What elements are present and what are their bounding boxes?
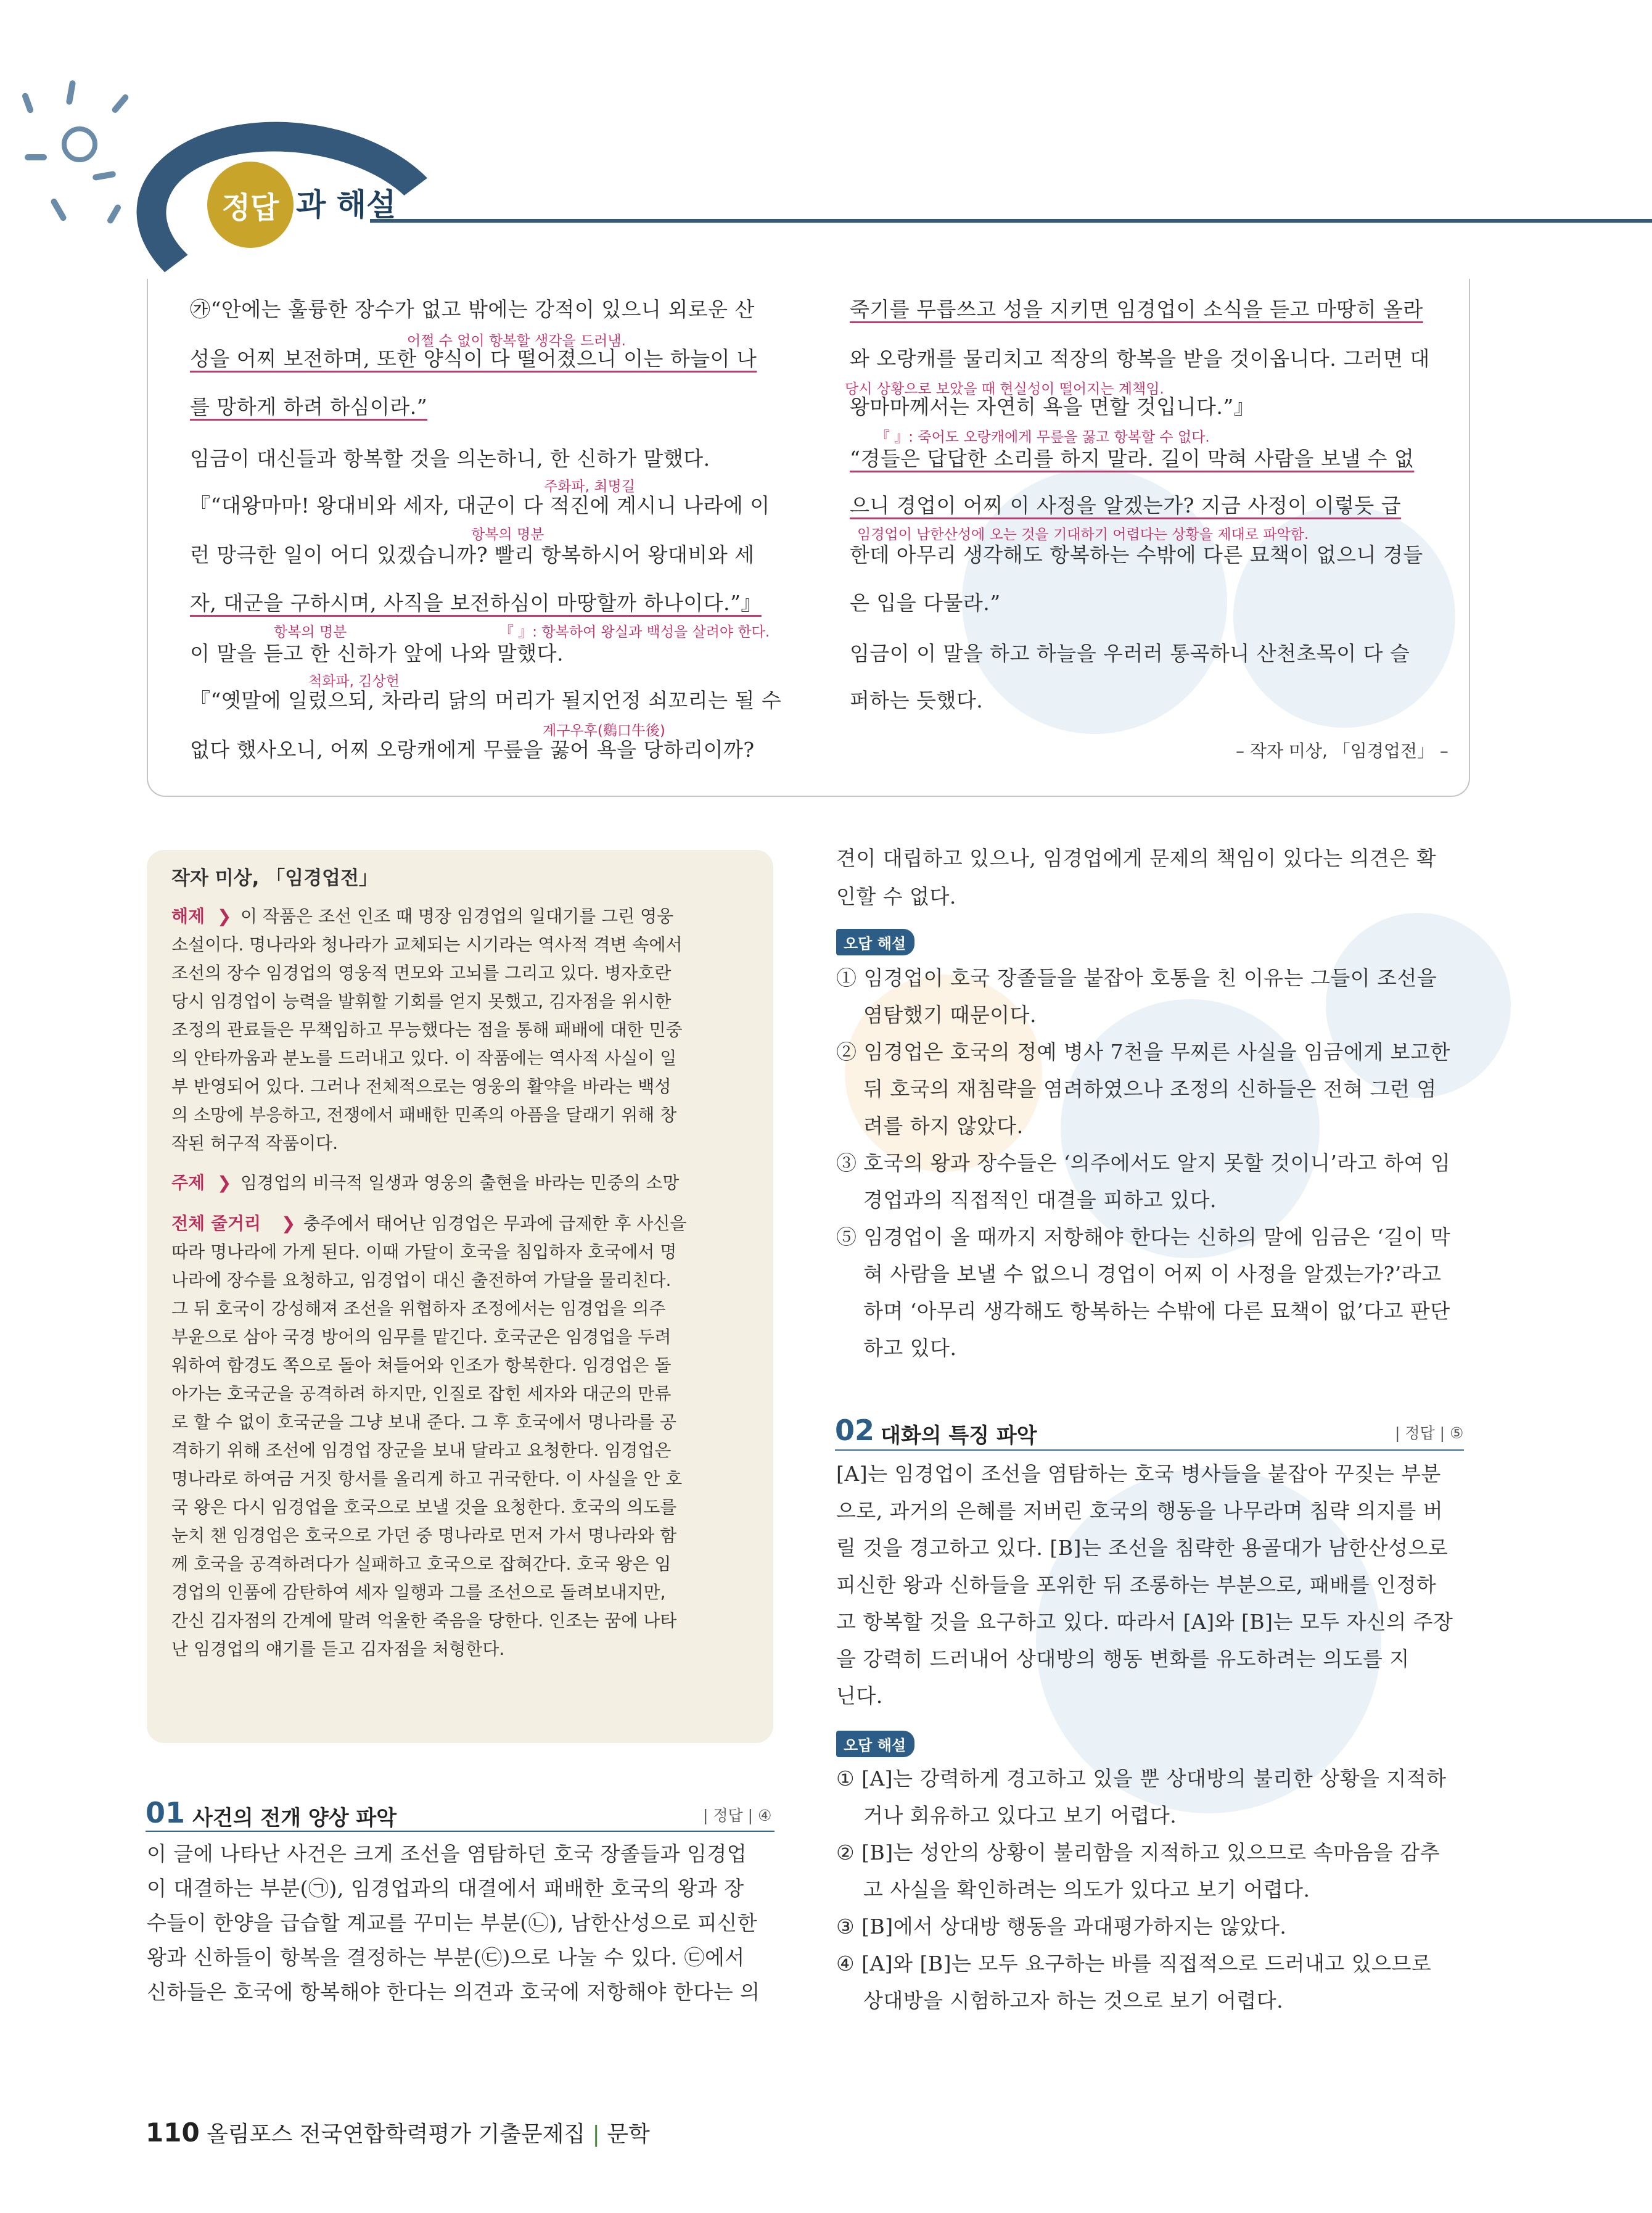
plot-line: 아가는 호국군을 공격하려 하지만, 인질로 잡힌 세자와 대군의 만류 xyxy=(171,1383,672,1404)
question-number: 02 xyxy=(835,1414,875,1447)
header-badge: 정답 xyxy=(207,162,294,248)
theme-arrow: ❯ xyxy=(217,1172,232,1193)
q01-wrong-line: ③ 호국의 왕과 장수들은 ‘의주에서도 알지 못할 것이니’라고 하여 임 xyxy=(836,1151,1451,1175)
passage-line: “경들은 답답한 소리를 하지 말라. 길이 막혀 사람을 보낼 수 없 xyxy=(850,447,1415,471)
passage-line: 은 입을 다물라.” xyxy=(850,591,1001,615)
watermark xyxy=(1061,999,1320,1258)
haeje-line: 당시 임경업이 능력을 발휘할 기회를 얻지 못했고, 김자점을 위시한 xyxy=(171,991,672,1012)
plot-line: 국 왕은 다시 임경업을 호국으로 보낼 것을 요청한다. 호국의 의도를 xyxy=(171,1497,677,1517)
header-rule xyxy=(370,219,1652,223)
plot-line: 경업의 인품에 감탄하여 세자 일행과 그를 조선으로 돌려보내지만, xyxy=(171,1582,666,1602)
plot-line: 로 할 수 없이 호국군을 그냥 보내 준다. 그 후 호국에서 명나라를 공 xyxy=(171,1412,676,1432)
wrong-answer-tag: 오답 해설 xyxy=(836,929,914,955)
annotation: 『 』: 항복하여 왕실과 백성을 살려야 한다. xyxy=(499,624,770,640)
q01-body-line: 이 글에 나타난 사건은 크게 조선을 염탐하던 호국 장졸들과 임경업 xyxy=(147,1842,747,1866)
annotation: 어쩔 수 없이 항복할 생각을 드러냄. xyxy=(407,333,626,349)
q02-wrong-line: ① [A]는 강력하게 경고하고 있을 뿐 상대방의 불리한 상황을 지적하 xyxy=(836,1766,1447,1791)
passage-line: 없다 했사오니, 어찌 오랑캐에게 무릎을 꿇어 욕을 당하리이까? xyxy=(190,738,755,762)
annotation: 계구우후(鷄口牛後) xyxy=(543,723,665,739)
answer-label: | 정답 | ⑤ xyxy=(1395,1424,1464,1442)
haeje-line: 조정의 관료들은 무책임하고 무능했다는 점을 통해 패배에 대한 민중 xyxy=(171,1020,683,1040)
question-number: 01 xyxy=(146,1796,186,1829)
q01-body-line: 이 대결하는 부분(㉠), 임경업과의 대결에서 패배한 호국의 왕과 장 xyxy=(147,1876,744,1900)
annotation: 주화파, 최명길 xyxy=(544,479,635,495)
passage-line: 임금이 대신들과 항복할 것을 의논하니, 한 신하가 말했다. xyxy=(190,447,710,471)
passage-line: ㉮“안에는 훌륭한 장수가 없고 밖에는 강적이 있으니 외로운 산 xyxy=(190,297,755,321)
passage-line: 한데 아무리 생각해도 항복하는 수밖에 다른 묘책이 없으니 경들 xyxy=(850,543,1423,567)
header-title: 과 해설 xyxy=(296,187,397,223)
annotation: 『 』: 죽어도 오랑캐에게 무릎을 꿇고 항복할 수 없다. xyxy=(876,429,1210,445)
q02-body-line: 닌다. xyxy=(836,1684,883,1708)
q01-body-line: 수들이 한양을 급습할 계교를 꾸미는 부분(㉡), 남한산성으로 피신한 xyxy=(147,1911,757,1935)
plot-line: 그 뒤 호국이 강성해져 조선을 위협하자 조정에서는 임경업을 의주 xyxy=(171,1298,666,1319)
passage-line: 이 말을 듣고 한 신하가 앞에 나와 말했다. xyxy=(190,641,564,666)
annotation: 항복의 명분 xyxy=(274,624,347,640)
q01-wrong-line: 염탐했기 때문이다. xyxy=(863,1003,1037,1027)
passage-line: 『“대왕마마! 왕대비와 세자, 대군이 다 적진에 계시니 나라에 이 xyxy=(190,493,770,517)
plot-line: 난 임경업의 얘기를 듣고 김자점을 처형한다. xyxy=(171,1639,505,1659)
plot-line: 격하기 위해 조선에 임경업 장군을 보내 달라고 요청한다. 임경업은 xyxy=(171,1440,672,1461)
q01-body-line: 왕과 신하들이 항복을 결정하는 부분(㉢)으로 나눌 수 있다. ㉢에서 xyxy=(147,1945,745,1969)
annotation: 임경업이 남한산성에 오는 것을 기대하기 어렵다는 상황을 제대로 파악함. xyxy=(857,527,1309,543)
plot-line: 눈치 챈 임경업은 호국으로 가던 중 명나라로 먼저 가서 명나라와 함 xyxy=(171,1525,677,1546)
question-title: 대화의 특징 파악 xyxy=(881,1424,1037,1448)
q02-body-line: [A]는 임경업이 조선을 염탐하는 호국 병사들을 붙잡아 꾸짖는 부분 xyxy=(836,1462,1441,1486)
plot-line: 께 호국을 공격하려다가 실패하고 호국으로 잡혀간다. 호국 왕은 임 xyxy=(171,1554,672,1574)
q01-wrong-line: 하며 ‘아무리 생각해도 항복하는 수밖에 다른 묘책이 없’다고 판단 xyxy=(863,1299,1450,1323)
q01-body-line: 인할 수 없다. xyxy=(836,884,956,909)
q02-body-line: 피신한 왕과 신하들을 포위한 뒤 조롱하는 부분으로, 패배를 인정하 xyxy=(836,1573,1437,1597)
answer-label: | 정답 | ④ xyxy=(703,1807,772,1824)
plot-arrow: ❯ xyxy=(281,1213,296,1234)
page-number: 110 xyxy=(146,2117,200,2148)
haeje-arrow: ❯ xyxy=(217,906,232,926)
q01-wrong-line: 혀 사람을 보낼 수 없으니 경업이 어찌 이 사정을 알겠는가?’라고 xyxy=(863,1262,1442,1286)
passage-line: 『“옛말에 일렀으되, 차라리 닭의 머리가 될지언정 쇠꼬리는 될 수 xyxy=(190,688,782,712)
passage-line: 자, 대군을 구하시며, 사직을 보전하심이 마땅할까 하나이다.”』 xyxy=(190,591,762,615)
plot-line: 워하여 함경도 쪽으로 돌아 쳐들어와 인조가 항복한다. 임경업은 돌 xyxy=(171,1355,672,1375)
q01-wrong-line: ① 임경업이 호국 장졸들을 붙잡아 호통을 친 이유는 그들이 조선을 xyxy=(836,966,1437,990)
q01-wrong-line: ⑤ 임경업이 올 때까지 저항해야 한다는 신하의 말에 임금은 ‘길이 막 xyxy=(836,1225,1451,1249)
passage-line: 임금이 이 말을 하고 하늘을 우러러 통곡하니 산천초목이 다 슬 xyxy=(850,641,1410,666)
haeje-line: 소설이다. 명나라와 청나라가 교체되는 시기라는 역사적 격변 속에서 xyxy=(171,934,683,955)
passage-line: 왕마마께서는 자연히 욕을 면할 것입니다.”』 xyxy=(850,395,1255,419)
question-title: 사건의 전개 양상 파악 xyxy=(192,1806,397,1831)
theme-text: 임경업의 비극적 일생과 영웅의 출현을 바라는 민중의 소망 xyxy=(240,1172,680,1193)
q02-body-line: 을 강력히 드러내어 상대방의 행동 변화를 유도하려는 의도를 지 xyxy=(836,1647,1410,1671)
q02-wrong-line: 상대방을 시험하고자 하는 것으로 보기 어렵다. xyxy=(863,1988,1284,2013)
analysis-title: 작자 미상, 「임경업전」 xyxy=(171,867,378,889)
q01-wrong-line: 뒤 호국의 재침략을 염려하였으나 조정의 신하들은 전혀 그런 염 xyxy=(863,1077,1437,1101)
question-rule xyxy=(146,1831,775,1832)
q01-body-line: 견이 대립하고 있으나, 임경업에게 문제의 책임이 있다는 의견은 확 xyxy=(836,846,1437,870)
watermark xyxy=(1326,913,1511,1098)
plot-line: 간신 김자점의 간계에 말려 억울한 죽음을 당한다. 인조는 꿈에 나타 xyxy=(171,1610,677,1631)
q02-wrong-line: ③ [B]에서 상대방 행동을 과대평가하지는 않았다. xyxy=(836,1914,1287,1939)
q02-body-line: 릴 것을 경고하고 있다. [B]는 조선을 침략한 용골대가 남한산성으로 xyxy=(836,1536,1449,1560)
haeje-line: 이 작품은 조선 인조 때 명장 임경업의 일대기를 그린 영웅 xyxy=(240,906,674,926)
passage-line: 와 오랑캐를 물리치고 적장의 항복을 받을 것이옵니다. 그러면 대 xyxy=(850,347,1430,371)
question-rule xyxy=(835,1449,1464,1451)
q01-wrong-line: 경업과의 직접적인 대결을 피하고 있다. xyxy=(863,1188,1217,1212)
q02-wrong-line: 거나 회유하고 있다고 보기 어렵다. xyxy=(863,1803,1177,1828)
annotation: 항복의 명분 xyxy=(471,527,545,543)
plot-line: 따라 명나라에 가게 된다. 이때 가달이 호국을 침입하자 호국에서 명 xyxy=(171,1242,677,1262)
plot-line: 부윤으로 삼아 국경 방어의 임무를 맡긴다. 호국군은 임경업을 두려 xyxy=(171,1327,672,1347)
plot-label: 전체 줄거리 xyxy=(171,1213,261,1234)
passage-line: 성을 어찌 보전하며, 또한 양식이 다 떨어졌으니 이는 하늘이 나 xyxy=(190,347,757,371)
haeje-line: 조선의 장수 임경업의 영웅적 면모와 고뇌를 그리고 있다. 병자호란 xyxy=(171,963,672,983)
haeje-line: 작된 허구적 작품이다. xyxy=(171,1133,339,1153)
passage-line: 으니 경업이 어찌 이 사정을 알겠는가? 지금 사정이 이렇듯 급 xyxy=(850,493,1402,517)
passage-line: 퍼하는 듯했다. xyxy=(850,688,984,712)
q02-wrong-line: 고 사실을 확인하려는 의도가 있다고 보기 어렵다. xyxy=(863,1877,1310,1902)
passage-line: 를 망하게 하려 하심이라.” xyxy=(190,395,428,419)
book-title: 올림포스 전국연합학력평가 기출문제집 xyxy=(207,2122,586,2147)
q01-wrong-line: 려를 하지 않았다. xyxy=(863,1114,1024,1138)
passage-line: 죽기를 무릅쓰고 성을 지키면 임경업이 소식을 듣고 마땅히 올라 xyxy=(850,297,1423,321)
q02-wrong-line: ④ [A]와 [B]는 모두 요구하는 바를 직접적으로 드러내고 있으므로 xyxy=(836,1951,1432,1976)
haeje-line: 의 안타까움과 분노를 드러내고 있다. 이 작품에는 역사적 사실이 일 xyxy=(171,1048,677,1068)
plot-line: 충주에서 태어난 임경업은 무과에 급제한 후 사신을 xyxy=(303,1213,687,1234)
page-footer xyxy=(146,2117,650,2148)
theme-label: 주제 xyxy=(171,1172,205,1193)
annotation: 척화파, 김상헌 xyxy=(308,674,400,690)
plot-line: 나라에 장수를 요청하고, 임경업이 대신 출전하여 가달을 물리친다. xyxy=(171,1270,672,1290)
annotation: 당시 상황으로 보았을 때 현실성이 떨어지는 계책임. xyxy=(845,381,1164,397)
q01-wrong-line: ② 임경업은 호국의 정예 병사 7천을 무찌른 사실을 임금에게 보고한 xyxy=(836,1040,1450,1064)
q02-body-line: 으로, 과거의 은혜를 저버린 호국의 행동을 나무라며 침략 의지를 버 xyxy=(836,1499,1444,1523)
subject-label: 문학 xyxy=(607,2122,650,2147)
wrong-answer-tag: 오답 해설 xyxy=(836,1731,914,1757)
q01-body-line: 신하들은 호국에 항복해야 한다는 의견과 호국에 저항해야 한다는 의 xyxy=(147,1980,760,2004)
footer-divider: | xyxy=(592,2122,600,2147)
passage-source: – 작자 미상, 「임경업전」 – xyxy=(1236,741,1449,761)
passage-line: 런 망극한 일이 어디 있겠습니까? 빨리 항복하시어 왕대비와 세 xyxy=(190,543,755,567)
haeje-line: 의 소망에 부응하고, 전쟁에서 패배한 민족의 아픔을 달래기 위해 창 xyxy=(171,1105,677,1125)
haeje-line: 부 반영되어 있다. 그러나 전체적으로는 영웅의 활약을 바라는 백성 xyxy=(171,1076,672,1097)
q02-wrong-line: ② [B]는 성안의 상황이 불리함을 지적하고 있으므로 속마음을 감추 xyxy=(836,1840,1440,1865)
haeje-label: 해제 xyxy=(171,906,205,926)
q02-body-line: 고 항복할 것을 요구하고 있다. 따라서 [A]와 [B]는 모두 자신의 주장 xyxy=(836,1610,1453,1634)
plot-line: 명나라로 하여금 거짓 항서를 올리게 하고 귀국한다. 이 사실을 안 호 xyxy=(171,1469,683,1489)
q01-wrong-line: 하고 있다. xyxy=(863,1336,957,1360)
